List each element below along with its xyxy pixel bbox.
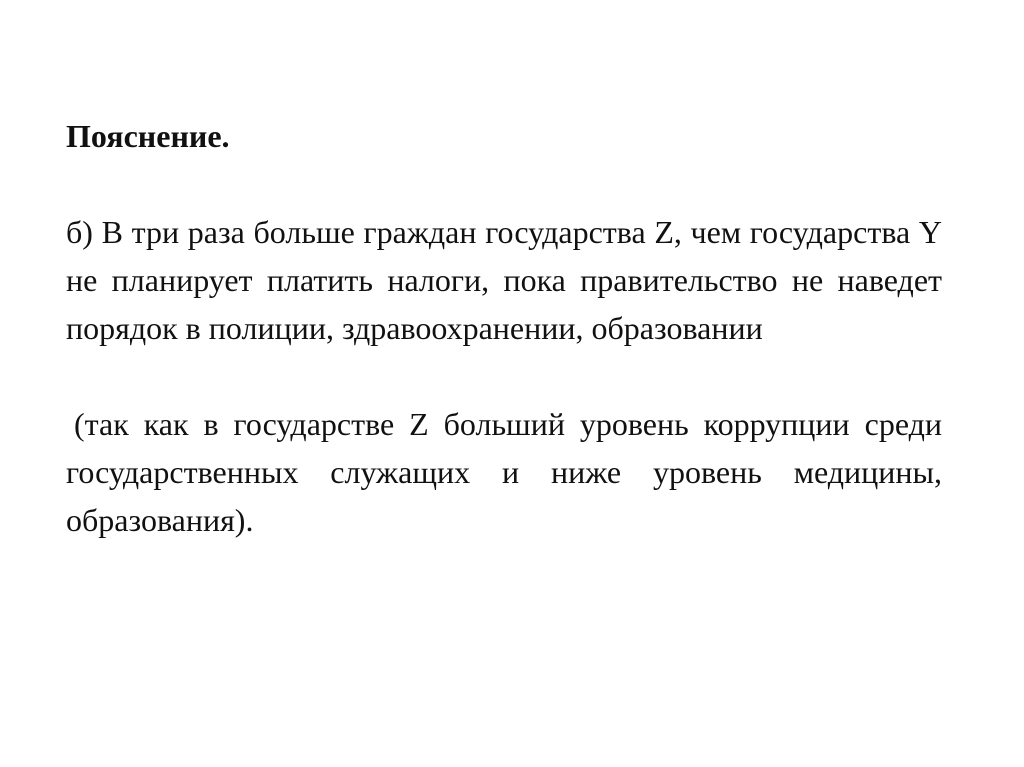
reason-paragraph: (так как в государстве Z больший уровень коррупции среди государственных служащих и ниже уровень медицины, образования). <box>66 406 942 538</box>
explanation-paragraph: б) В три раза больше граждан государства Z, чем государства Y не планирует платить налоги, пока правительство не наведет порядок в полиции, здравоохранении, образовании <box>66 214 942 346</box>
slide-heading: Пояснение. <box>66 118 230 154</box>
slide-content <box>66 112 942 544</box>
